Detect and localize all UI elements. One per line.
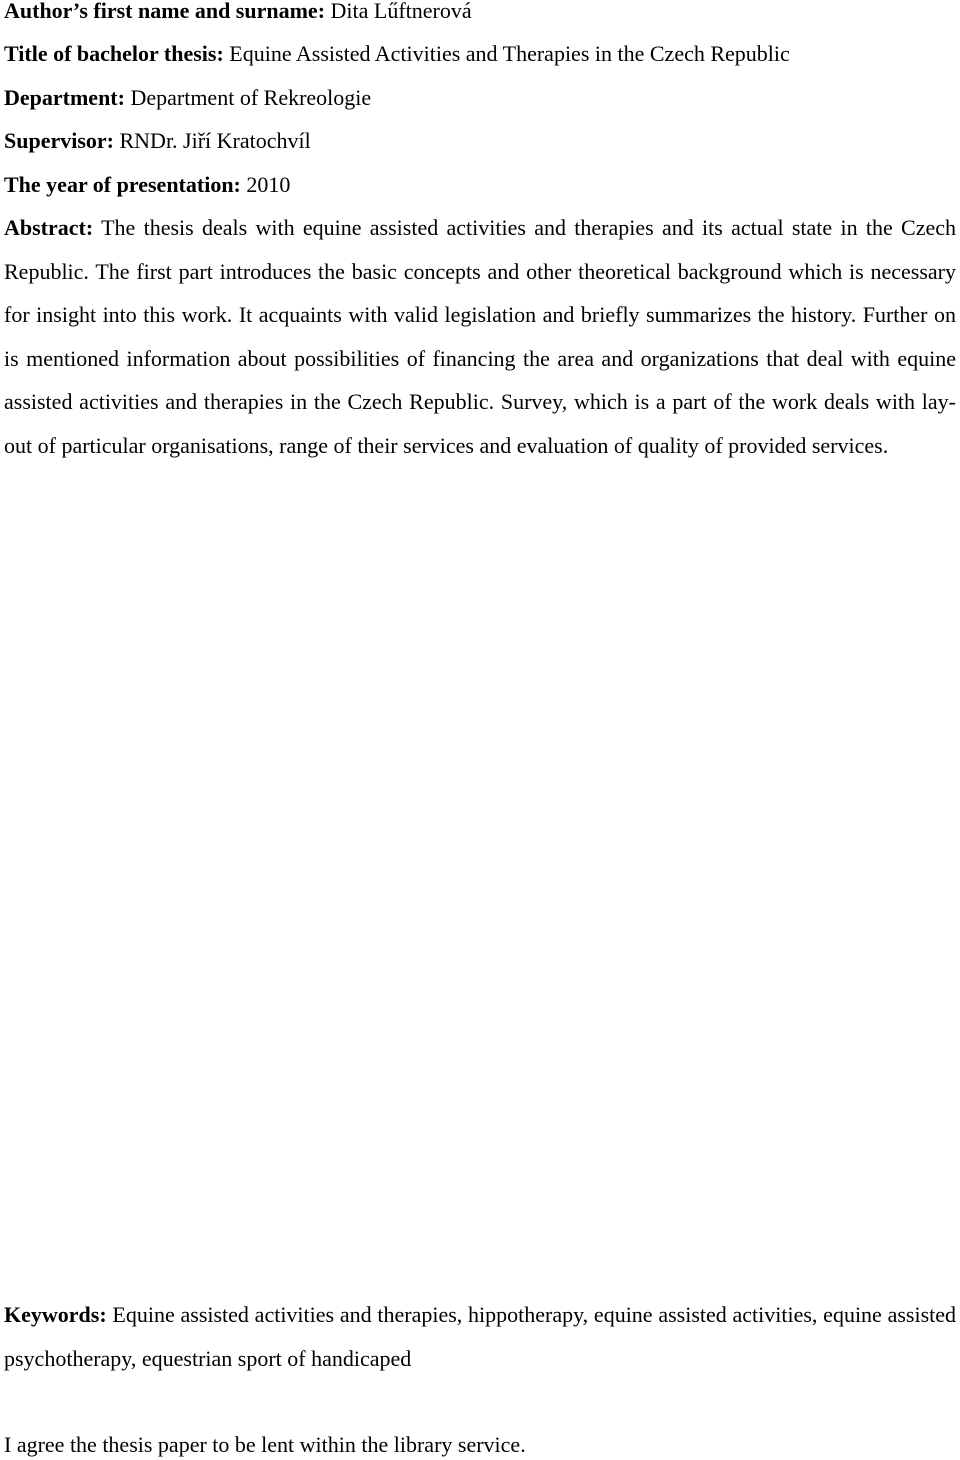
supervisor-value: RNDr. Jiří Kratochvíl [119, 128, 311, 153]
year-line [4, 171, 290, 199]
supervisor-line [4, 127, 311, 155]
library-agreement: I agree the thesis paper to be lent within the library service. [4, 1432, 526, 1457]
author-label: Author’s first name and surname: [4, 0, 326, 23]
author-value: Dita Lűftnerová [330, 0, 472, 23]
keywords-label: Keywords: [4, 1302, 107, 1327]
department-label: Department: [4, 85, 125, 110]
title-value: Equine Assisted Activities and Therapies in the Czech Republic [229, 41, 790, 66]
title-label: Title of bachelor thesis: [4, 41, 224, 66]
author-line [4, 0, 472, 25]
year-value: 2010 [246, 172, 291, 197]
abstract-label: Abstract: [4, 215, 94, 240]
supervisor-label: Supervisor: [4, 128, 114, 153]
department-line [4, 84, 371, 112]
keywords-text: Equine assisted activities and therapies, hippotherapy, equine assisted activities, equine assisted psychotherapy, equestrian sport of handicaped [4, 1302, 957, 1371]
abstract-paragraph [4, 206, 956, 467]
title-line [4, 40, 790, 68]
keywords-paragraph [4, 1293, 956, 1380]
year-label: The year of presentation: [4, 172, 241, 197]
abstract-text: The thesis deals with equine assisted activities and therapies and its actual state in the Czech Republic. The first part introduces the basic concepts and other theoretical background which is necessary for insight into this work. It acquaints with valid legislation and briefly summarizes the history. Further on is mentioned information about possibilities of financing the area and organizations that deal with equine assisted activities and therapies in the Czech Republic. Survey, which is a part of the work deals with lay-out of particular organisations, range of their services and evaluation of quality of provided services. [4, 215, 956, 458]
department-value: Department of Rekreologie [130, 85, 372, 110]
